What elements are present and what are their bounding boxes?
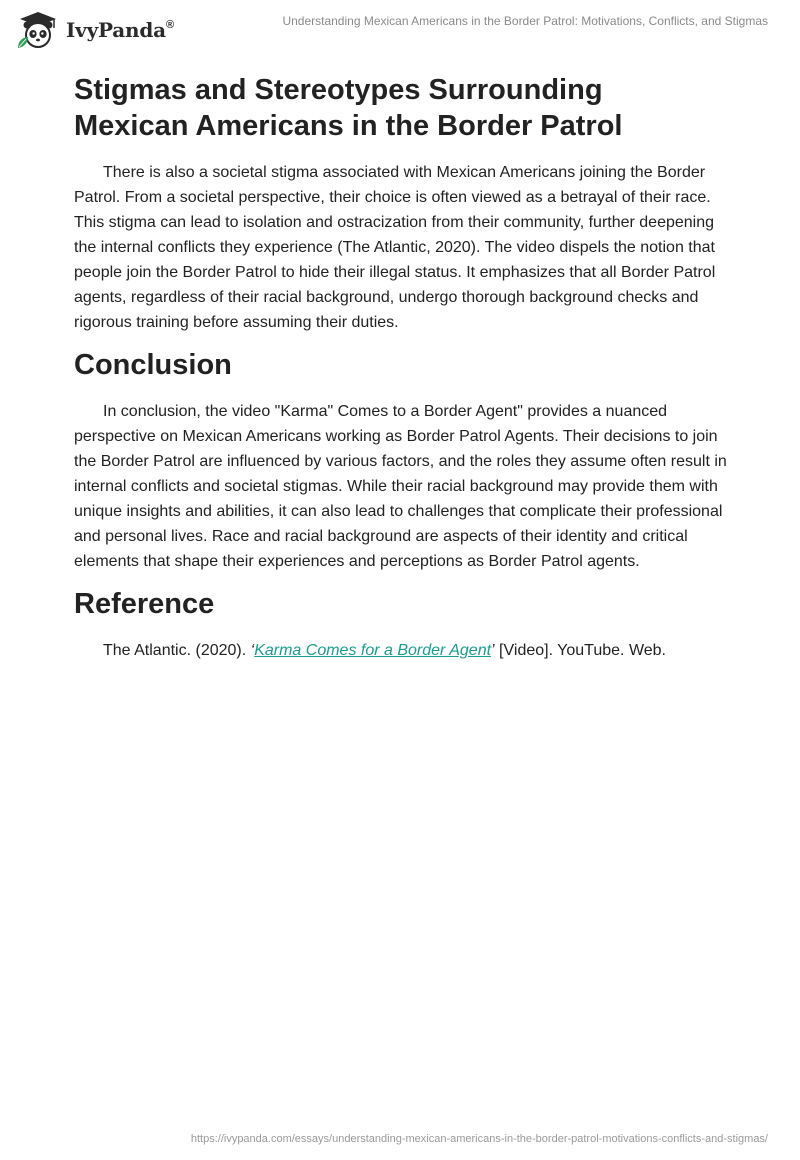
page-header <box>0 0 800 60</box>
ivypanda-logo[interactable] <box>16 8 174 52</box>
heading-conclusion: Conclusion <box>74 349 232 381</box>
heading-stigmas: Stigmas and Stereotypes Surrounding Mexican Americans in the Border Patrol <box>74 74 623 142</box>
article-body <box>74 72 734 663</box>
paragraph-conclusion: In conclusion, the video "Karma" Comes to a Border Agent" provides a nuanced perspective on Mexican Americans working as Border Patrol Agents. Their decisions to join the Border Patrol are influenced by various factors, and the roles they assume often result in internal conflicts and societal stigmas. While their racial background may provide them with unique insights and abilities, it can also lead to challenges that complicate their professional and personal lives. Race and racial background are aspects of their identity and critical elements that shape their experiences and perceptions as Border Patrol agents. <box>74 403 727 570</box>
reference-video-link[interactable]: Karma Comes for a Border Agent <box>254 642 492 659</box>
footer-url[interactable]: https://ivypanda.com/essays/understanding-mexican-americans-in-the-border-patrol-motivations-conflicts-and-stigmas/ <box>190 1133 768 1145</box>
panda-logo-icon <box>16 10 60 50</box>
reference-entry: The Atlantic. (2020). ‘Karma Comes for a Border Agent’ [Video]. YouTube. Web. <box>103 642 666 659</box>
paragraph-stigmas: There is also a societal stigma associated with Mexican Americans joining the Border Patrol. From a societal perspective, their choice is often viewed as a betrayal of their race. This stigma can lead to isolation and ostracization from their community, further deepening the internal conflicts they experience (The Atlantic, 2020). The video dispels the notion that people join the Border Patrol to hide their illegal status. It emphasizes that all Border Patrol agents, regardless of their racial background, undergo thorough background checks and rigorous training before assuming their duties. <box>74 164 716 331</box>
heading-reference: Reference <box>74 588 215 620</box>
logo-wordmark: IvyPanda® <box>66 18 174 42</box>
document-title: Understanding Mexican Americans in the Border Patrol: Motivations, Conflicts, and Stigmas <box>282 14 768 28</box>
